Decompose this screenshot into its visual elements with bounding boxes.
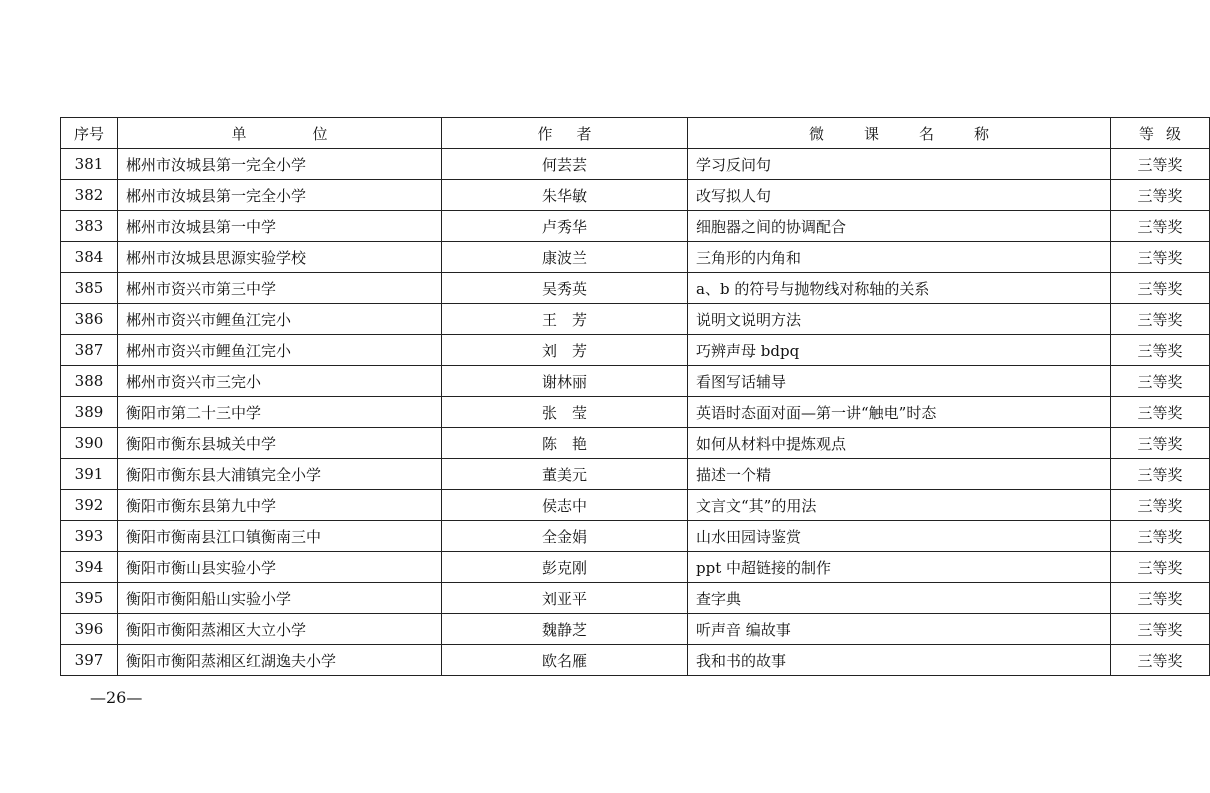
cell-grade: 三等奖 <box>1111 335 1210 366</box>
cell-serial-number: 394 <box>61 552 118 583</box>
table-header <box>61 118 1210 149</box>
cell-unit: 郴州市资兴市鲤鱼江完小 <box>118 335 442 366</box>
cell-grade: 三等奖 <box>1111 397 1210 428</box>
cell-serial-number: 391 <box>61 459 118 490</box>
cell-grade: 三等奖 <box>1111 645 1210 676</box>
cell-grade: 三等奖 <box>1111 366 1210 397</box>
cell-grade: 三等奖 <box>1111 304 1210 335</box>
cell-unit: 衡阳市衡东县第九中学 <box>118 490 442 521</box>
cell-author: 欧名雁 <box>442 645 688 676</box>
cell-author: 王 芳 <box>442 304 688 335</box>
table-row <box>61 552 1210 583</box>
table-row <box>61 366 1210 397</box>
cell-serial-number: 386 <box>61 304 118 335</box>
award-table <box>60 117 1210 676</box>
cell-unit: 衡阳市衡阳船山实验小学 <box>118 583 442 614</box>
table-row <box>61 304 1210 335</box>
cell-serial-number: 383 <box>61 211 118 242</box>
cell-micro-lesson-title: 看图写话辅导 <box>688 366 1111 397</box>
cell-micro-lesson-title: 说明文说明方法 <box>688 304 1111 335</box>
cell-serial-number: 381 <box>61 149 118 180</box>
table-row <box>61 273 1210 304</box>
cell-micro-lesson-title: 如何从材料中提炼观点 <box>688 428 1111 459</box>
cell-unit: 衡阳市衡东县大浦镇完全小学 <box>118 459 442 490</box>
table-row <box>61 180 1210 211</box>
cell-author: 卢秀华 <box>442 211 688 242</box>
header-grade: 等级 <box>1111 118 1210 149</box>
cell-grade: 三等奖 <box>1111 211 1210 242</box>
cell-grade: 三等奖 <box>1111 273 1210 304</box>
cell-unit: 郴州市汝城县思源实验学校 <box>118 242 442 273</box>
cell-unit: 衡阳市衡东县城关中学 <box>118 428 442 459</box>
cell-author: 彭克刚 <box>442 552 688 583</box>
table-row <box>61 583 1210 614</box>
cell-serial-number: 397 <box>61 645 118 676</box>
cell-author: 刘 芳 <box>442 335 688 366</box>
cell-author: 何芸芸 <box>442 149 688 180</box>
table-row <box>61 614 1210 645</box>
table-row <box>61 459 1210 490</box>
cell-serial-number: 390 <box>61 428 118 459</box>
cell-grade: 三等奖 <box>1111 490 1210 521</box>
header-micro-lesson-title: 微课名称 <box>688 118 1111 149</box>
cell-micro-lesson-title: 听声音 编故事 <box>688 614 1111 645</box>
cell-serial-number: 393 <box>61 521 118 552</box>
cell-unit: 衡阳市第二十三中学 <box>118 397 442 428</box>
header-unit: 单位 <box>118 118 442 149</box>
table-row <box>61 211 1210 242</box>
cell-unit: 郴州市资兴市第三中学 <box>118 273 442 304</box>
cell-unit: 衡阳市衡南县江口镇衡南三中 <box>118 521 442 552</box>
cell-author: 张 莹 <box>442 397 688 428</box>
table-body <box>61 149 1210 676</box>
cell-unit: 衡阳市衡山县实验小学 <box>118 552 442 583</box>
table-row <box>61 397 1210 428</box>
cell-author: 吴秀英 <box>442 273 688 304</box>
cell-unit: 郴州市资兴市三完小 <box>118 366 442 397</box>
cell-author: 全金娟 <box>442 521 688 552</box>
cell-serial-number: 385 <box>61 273 118 304</box>
cell-author: 谢林丽 <box>442 366 688 397</box>
cell-author: 陈 艳 <box>442 428 688 459</box>
cell-serial-number: 387 <box>61 335 118 366</box>
table-row <box>61 428 1210 459</box>
cell-grade: 三等奖 <box>1111 521 1210 552</box>
cell-unit: 郴州市汝城县第一完全小学 <box>118 180 442 211</box>
table-row <box>61 335 1210 366</box>
cell-unit: 郴州市资兴市鲤鱼江完小 <box>118 304 442 335</box>
cell-micro-lesson-title: 我和书的故事 <box>688 645 1111 676</box>
header-author: 作者 <box>442 118 688 149</box>
header-row <box>61 118 1210 149</box>
cell-micro-lesson-title: 三角形的内角和 <box>688 242 1111 273</box>
cell-micro-lesson-title: 英语时态面对面—第一讲“触电”时态 <box>688 397 1111 428</box>
cell-serial-number: 396 <box>61 614 118 645</box>
page-number: —26— <box>90 688 143 707</box>
table-row <box>61 645 1210 676</box>
cell-unit: 郴州市汝城县第一完全小学 <box>118 149 442 180</box>
table-row <box>61 490 1210 521</box>
cell-micro-lesson-title: 山水田园诗鉴赏 <box>688 521 1111 552</box>
cell-grade: 三等奖 <box>1111 180 1210 211</box>
table-row <box>61 242 1210 273</box>
cell-unit: 衡阳市衡阳蒸湘区红湖逸夫小学 <box>118 645 442 676</box>
cell-serial-number: 382 <box>61 180 118 211</box>
header-serial-number: 序号 <box>61 118 118 149</box>
cell-serial-number: 395 <box>61 583 118 614</box>
cell-grade: 三等奖 <box>1111 583 1210 614</box>
cell-micro-lesson-title: a、b 的符号与抛物线对称轴的关系 <box>688 273 1111 304</box>
cell-grade: 三等奖 <box>1111 552 1210 583</box>
table-row <box>61 149 1210 180</box>
cell-author: 侯志中 <box>442 490 688 521</box>
cell-author: 康波兰 <box>442 242 688 273</box>
cell-author: 董美元 <box>442 459 688 490</box>
cell-micro-lesson-title: 查字典 <box>688 583 1111 614</box>
cell-serial-number: 384 <box>61 242 118 273</box>
cell-serial-number: 392 <box>61 490 118 521</box>
cell-micro-lesson-title: 学习反问句 <box>688 149 1111 180</box>
cell-micro-lesson-title: 文言文“其”的用法 <box>688 490 1111 521</box>
cell-grade: 三等奖 <box>1111 459 1210 490</box>
cell-grade: 三等奖 <box>1111 242 1210 273</box>
cell-grade: 三等奖 <box>1111 149 1210 180</box>
cell-micro-lesson-title: 改写拟人句 <box>688 180 1111 211</box>
table-row <box>61 521 1210 552</box>
cell-serial-number: 388 <box>61 366 118 397</box>
cell-micro-lesson-title: 巧辨声母 bdpq <box>688 335 1111 366</box>
cell-author: 魏静芝 <box>442 614 688 645</box>
cell-unit: 郴州市汝城县第一中学 <box>118 211 442 242</box>
cell-micro-lesson-title: ppt 中超链接的制作 <box>688 552 1111 583</box>
cell-author: 刘亚平 <box>442 583 688 614</box>
award-list <box>60 117 1193 676</box>
cell-unit: 衡阳市衡阳蒸湘区大立小学 <box>118 614 442 645</box>
cell-grade: 三等奖 <box>1111 614 1210 645</box>
cell-serial-number: 389 <box>61 397 118 428</box>
cell-micro-lesson-title: 描述一个精 <box>688 459 1111 490</box>
cell-author: 朱华敏 <box>442 180 688 211</box>
cell-grade: 三等奖 <box>1111 428 1210 459</box>
cell-micro-lesson-title: 细胞器之间的协调配合 <box>688 211 1111 242</box>
